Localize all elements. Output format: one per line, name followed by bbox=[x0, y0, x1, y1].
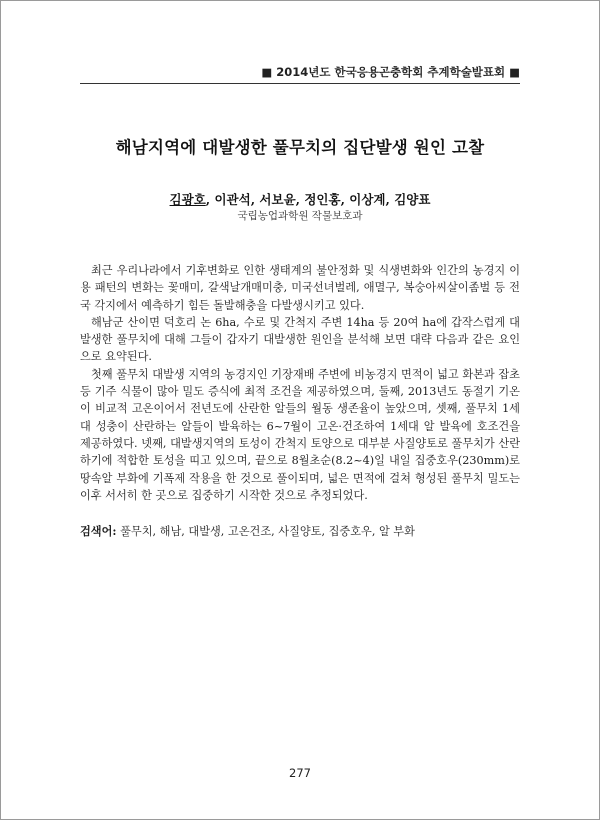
paper-title: 해남지역에 대발생한 풀무치의 집단발생 원인 고찰 bbox=[115, 138, 485, 157]
keywords bbox=[80, 523, 520, 539]
keywords-terms: 풀무치, 해남, 대발생, 고온건조, 사질양토, 집중호우, 알 부화 bbox=[120, 525, 415, 538]
author-list bbox=[60, 190, 540, 208]
abstract-body bbox=[80, 262, 520, 504]
conference-header: ■ 2014년도 한국응용곤충학회 추계학술발표회 ■ bbox=[261, 65, 520, 79]
keywords-label: 검색어: bbox=[80, 524, 117, 538]
affiliation: 국립농업과학원 작물보호과 bbox=[237, 210, 363, 222]
header-rule bbox=[80, 83, 520, 84]
abstract-paragraph-2: 해남군 산이면 덕호리 논 6ha, 수로 및 간척지 주변 14ha 등 20여 ha에 갑작스럽게 대발생한 풀무치에 대해 그들이 갑자기 대발생한 원인을 분석해 보면 대략 다음과 같은 요인으로 요약된다. bbox=[80, 315, 520, 364]
abstract-paragraph-1: 최근 우리나라에서 기후변화로 인한 생태계의 불안정화 및 식생변화와 인간의 농경지 이용 패턴의 변화는 꽃매미, 갈색날개매미충, 미국선녀벌레, 애멸구, 복숭아씨살이좀벌 등 전국 각지에서 예측하기 힘든 돌발해충을 다발생시키고 있다. bbox=[80, 264, 520, 312]
co-authors: , 이관석, 서보윤, 정인홍, 이상계, 김양표 bbox=[205, 192, 431, 207]
presenting-author: 김광호 bbox=[169, 192, 206, 207]
abstract-paragraph-3: 첫째 풀무치 대발생 지역의 농경지인 기장재배 주변에 비농경지 면적이 넓고 화본과 잡초 등 기주 식물이 많아 밀도 증식에 최적 조건을 제공하였으며, 둘째, 2013년도 동절기 기온이 비교적 고온이어서 전년도에 산란한 알들의 월동 생존율이 높았으며, 셋째, 풀무치 1세대 성충이 산란하는 알들이 발육하는 6~7월이 고온·건조하여 1세대 알 발육에 호조건을 제공하였다. 넷째, 대발생지역의 토성이 간척지 토양으로 대부분 사질양토로 풀무치가 산란하기에 적합한 토성을 띠고 있으며, 끝으로 8월초순(8.2~4)일 내일 집중호우(230mm)로 땅속알 부화에 기폭제 작용을 한 것으로 풀이되며, 넓은 면적에 걸쳐 형성된 풀무치 밀도는 이후 서서히 한 곳으로 집중하기 시작한 것으로 추정되었다. bbox=[80, 367, 520, 502]
page-number: 277 bbox=[289, 766, 311, 780]
